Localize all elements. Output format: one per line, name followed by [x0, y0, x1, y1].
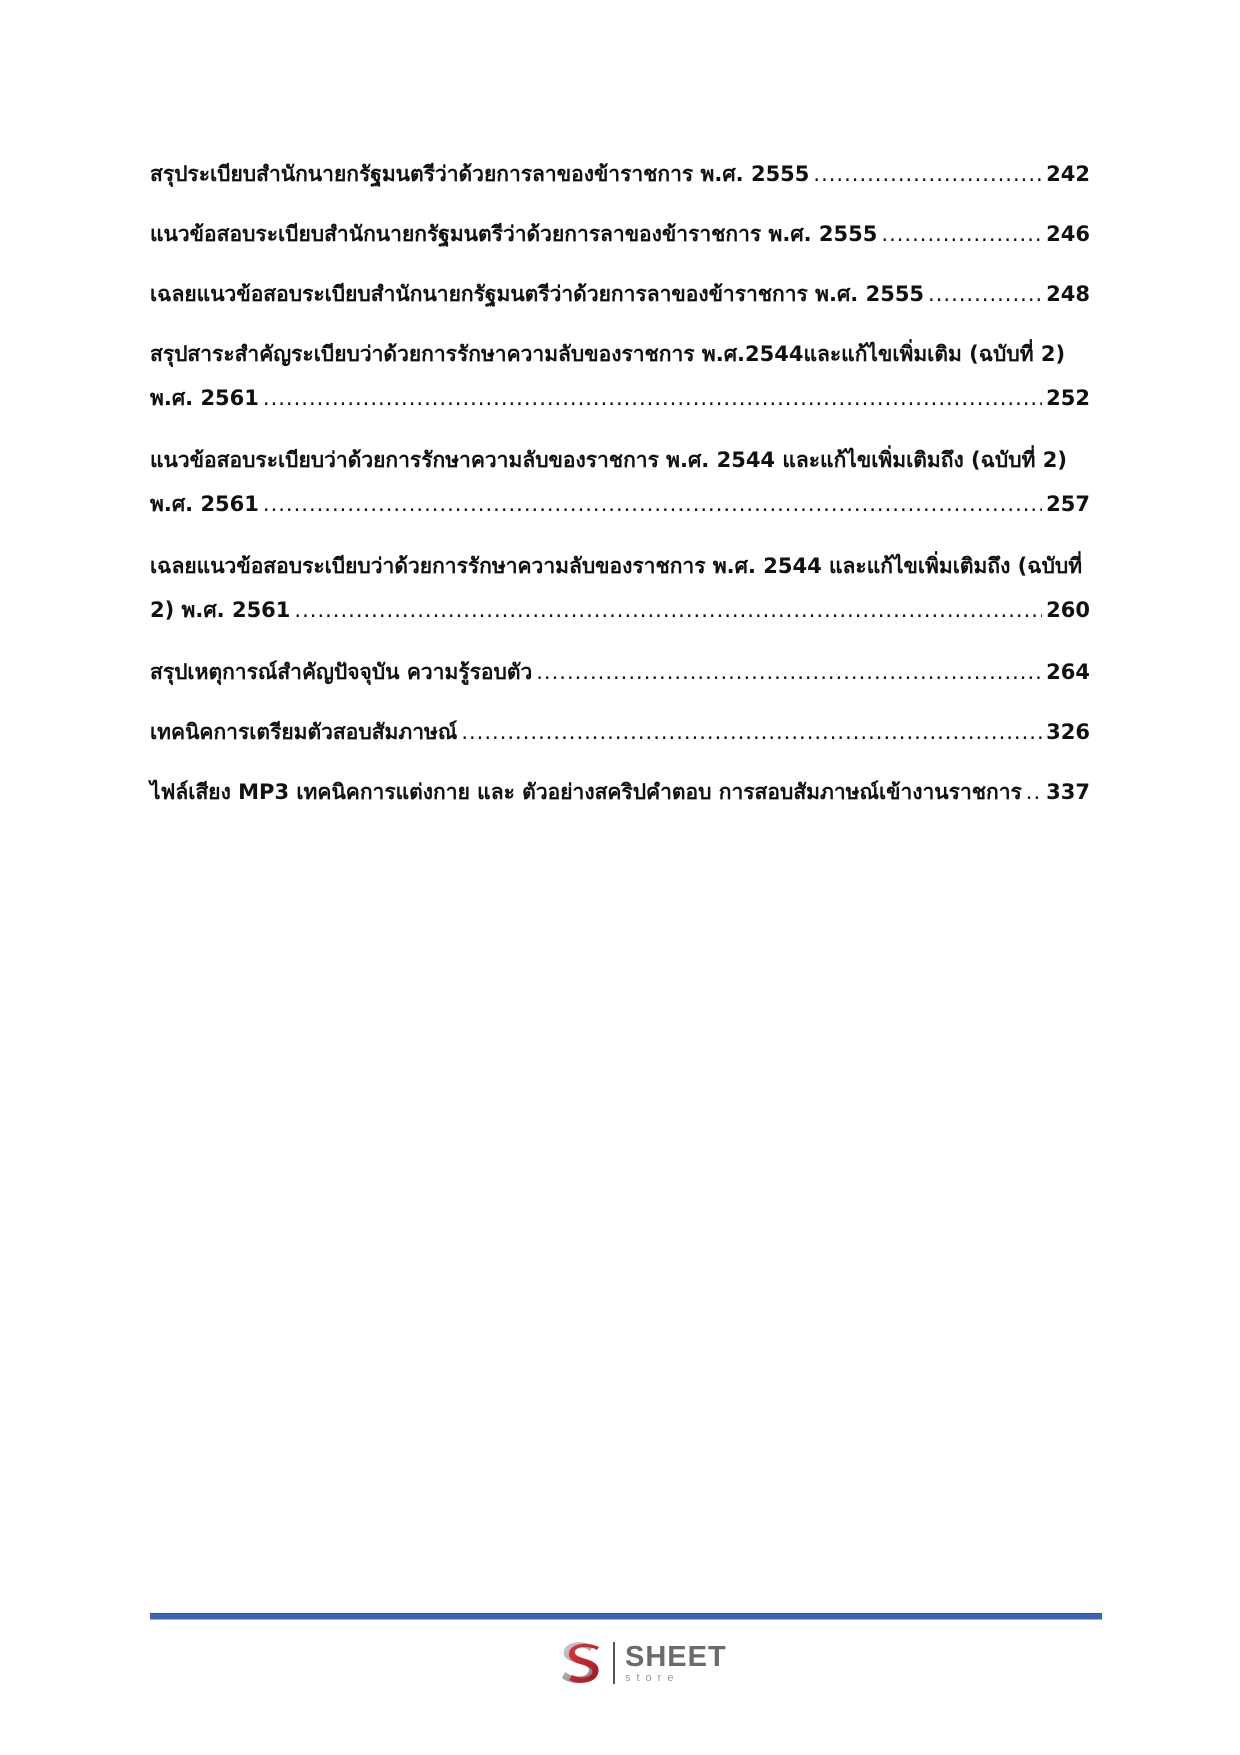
toc-entry-title: ไฟล์เสียง MP3 เทคนิคการแต่งกาย และ ตัวอย่างสคริปคำตอบ การสอบสัมภาษณ์เข้างานราชการ — [150, 780, 1022, 804]
toc-entry[interactable] — [150, 710, 1090, 754]
footer-rule — [150, 1613, 1102, 1620]
toc-entry[interactable] — [150, 544, 1090, 632]
toc-entry-title-continued: พ.ศ. 2561 — [150, 386, 259, 410]
toc-entry[interactable] — [150, 212, 1090, 256]
dot-leader — [461, 710, 1042, 754]
toc-entry-title: แนวข้อสอบระเบียบว่าด้วยการรักษาความลับของราชการ พ.ศ. 2544 และแก้ไขเพิ่มเติมถึง (ฉบับที่ 2) — [150, 448, 1067, 472]
toc-entry[interactable] — [150, 332, 1090, 420]
dot-leader — [813, 152, 1042, 196]
toc-entry-title: สรุประเบียบสำนักนายกรัฐมนตรีว่าด้วยการลาของข้าราชการ พ.ศ. 2555 — [150, 162, 810, 186]
dot-leader — [263, 482, 1042, 526]
dot-leader — [263, 376, 1042, 420]
toc-entry-title-continued: พ.ศ. 2561 — [150, 492, 259, 516]
toc-entry[interactable] — [150, 770, 1090, 814]
toc-page-number: 337 — [1046, 780, 1090, 804]
toc-page-number: 257 — [1046, 492, 1090, 516]
sheet-store-s-icon — [555, 1638, 605, 1688]
dot-leader — [1026, 770, 1042, 814]
toc-entry-title-continued: 2) พ.ศ. 2561 — [150, 598, 291, 622]
toc-page-number: 246 — [1046, 222, 1090, 246]
toc-entry[interactable] — [150, 650, 1090, 694]
toc-page-number: 326 — [1046, 720, 1090, 744]
toc-entry-title: สรุปสาระสำคัญระเบียบว่าด้วยการรักษาความลับของราชการ พ.ศ.2544และแก้ไขเพิ่มเติม (ฉบับที่ 2) — [150, 342, 1066, 366]
toc-entry[interactable] — [150, 438, 1090, 526]
toc-entry[interactable] — [150, 272, 1090, 316]
logo-divider — [613, 1642, 615, 1684]
toc-entry-title: แนวข้อสอบระเบียบสำนักนายกรัฐมนตรีว่าด้วยการลาของข้าราชการ พ.ศ. 2555 — [150, 222, 878, 246]
toc-entry-title: สรุปเหตุการณ์สำคัญปัจจุบัน ความรู้รอบตัว — [150, 660, 533, 684]
toc-entry-title: เฉลยแนวข้อสอบระเบียบว่าด้วยการรักษาความลับของราชการ พ.ศ. 2544 และแก้ไขเพิ่มเติมถึง (ฉบับที่ — [150, 554, 1083, 578]
toc-entry-title: เทคนิคการเตรียมตัวสอบสัมภาษณ์ — [150, 720, 458, 744]
toc-entry[interactable] — [150, 152, 1090, 196]
toc-entry-title: เฉลยแนวข้อสอบระเบียบสำนักนายกรัฐมนตรีว่าด้วยการลาของข้าราชการ พ.ศ. 2555 — [150, 282, 925, 306]
dot-leader — [294, 588, 1042, 632]
toc-page-number: 264 — [1046, 660, 1090, 684]
toc-page-number: 248 — [1046, 282, 1090, 306]
dot-leader — [881, 212, 1042, 256]
toc-page-number: 242 — [1046, 162, 1090, 186]
dot-leader — [928, 272, 1042, 316]
logo-wordmark: SHEET — [625, 1640, 727, 1673]
toc-page-number: 252 — [1046, 386, 1090, 410]
toc-page-number: 260 — [1046, 598, 1090, 622]
sheet-store-logo — [555, 1638, 727, 1688]
dot-leader — [536, 650, 1042, 694]
table-of-contents — [150, 152, 1090, 830]
logo-subtext: store — [625, 1671, 680, 1684]
